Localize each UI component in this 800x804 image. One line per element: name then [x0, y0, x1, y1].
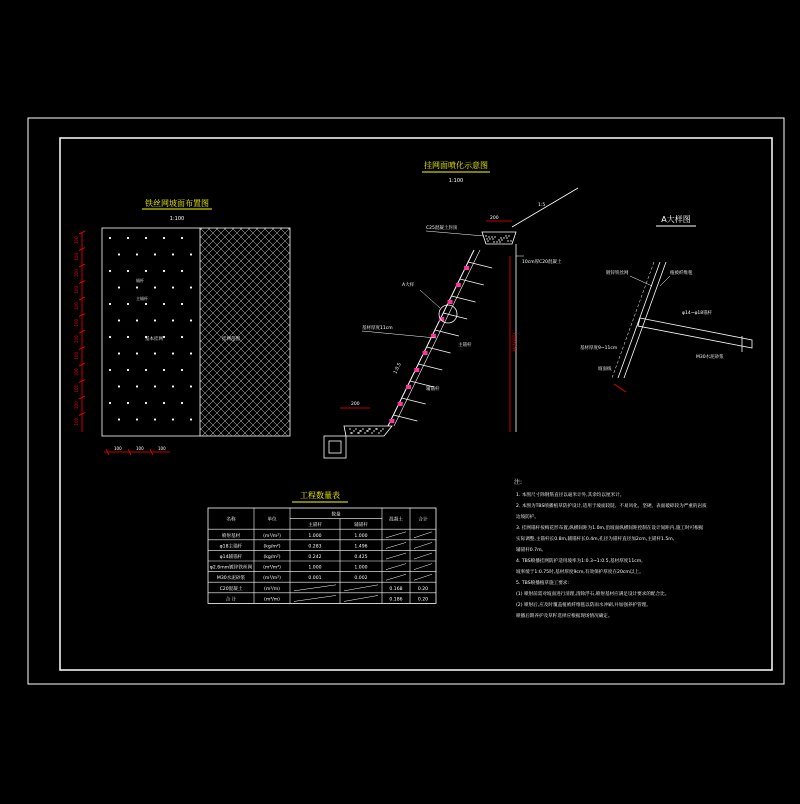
detail-slope-line-2 [624, 262, 666, 378]
anchor-dot [127, 237, 129, 239]
slope-section [324, 160, 578, 458]
anchor-dot [136, 286, 138, 288]
anchor-dot [181, 303, 183, 305]
hatch-line [66, 228, 274, 436]
mesh-plan-border [102, 228, 290, 436]
left-dim-label: 100 [74, 401, 79, 409]
table-cell: 1.000 [308, 533, 322, 539]
hatch-line [274, 228, 482, 436]
hatch-line [290, 228, 498, 436]
table-title: 工程数量表 [300, 491, 340, 500]
fill-dot [349, 428, 350, 429]
hatch-line [264, 228, 472, 436]
table-header: 合计 [418, 517, 428, 523]
rod-head-marker [414, 368, 419, 372]
table-cell-slash [414, 574, 432, 580]
hatch-line [0, 228, 202, 436]
hatch-line [168, 228, 376, 436]
callout-a-leader [420, 290, 440, 308]
note-line: 喷播后期养护及草籽选择应根据现场情况确定。 [516, 614, 613, 619]
note-line: 5. TBS喷播植草施工要求: [516, 581, 569, 586]
fill-dot [501, 239, 502, 240]
anchor-dot [145, 402, 147, 404]
hatch-line [56, 228, 264, 436]
hatch-line [10, 228, 218, 436]
rod-head-marker [464, 266, 469, 270]
rod-head-marker [456, 283, 461, 287]
fill-dot [510, 240, 511, 241]
hatch-line [232, 228, 440, 436]
note-line: 2. 本图为TBS喷播植草防护设计,适用于坡面较陡、不易风化、坚硬、表面破碎较为严重的岩质 [516, 504, 707, 509]
hatch-line [106, 228, 314, 436]
anchor-dot [181, 237, 183, 239]
anchor-dot [163, 369, 165, 371]
anchor-dot [172, 352, 174, 354]
fill-dot [485, 235, 486, 236]
table-cell: 喷射基材 [221, 533, 241, 539]
hatch-line [208, 228, 416, 436]
table-header: 混凝土 [389, 517, 403, 523]
table-cell: (kg/m²) [263, 544, 281, 550]
hatch-line [32, 228, 240, 436]
bottom-width: 200 [351, 402, 360, 407]
hatch-line [170, 228, 378, 436]
table-cell: 0.20 [417, 597, 429, 603]
table-cell: (m³/m²) [263, 533, 281, 539]
hatch-line [218, 228, 426, 436]
top-berm-width: 200 [490, 216, 499, 221]
notes-lines [516, 491, 707, 619]
table-cell-slash [414, 542, 432, 548]
table-cell: 0.001 [308, 576, 322, 582]
section-scale: 1:100 [448, 178, 464, 184]
slope-ratio-label: 1:0.5 [393, 362, 403, 375]
table-cell: φ14辅锚杆 [219, 555, 243, 561]
anchor-dot [154, 352, 156, 354]
top-berm-fill [485, 235, 511, 242]
hatch-line [152, 228, 360, 436]
top-berm-cap [482, 232, 516, 244]
anchor-dot [154, 418, 156, 420]
hatch-line [88, 228, 296, 436]
anchor-dot [172, 286, 174, 288]
anchor-dot [118, 253, 120, 255]
fill-dot [378, 432, 379, 433]
hatch-line [74, 228, 282, 436]
fill-dot [500, 237, 501, 238]
anchor-dot [118, 319, 120, 321]
anchor-dot [145, 270, 147, 272]
anchor-dot [127, 270, 129, 272]
fill-dot [494, 236, 495, 237]
fill-dot [491, 236, 492, 237]
fill-dot [368, 428, 369, 429]
hatch-line [40, 228, 248, 436]
anchor-dot [163, 336, 165, 338]
fill-dot [486, 238, 487, 239]
fill-dot [508, 235, 509, 236]
left-zone-label: 基本挂网 [145, 337, 163, 342]
anchor-dot [163, 270, 165, 272]
table-header: 单位 [267, 517, 277, 523]
fill-dot [366, 430, 367, 431]
section-title: 挂网面喷化示意图 [424, 161, 488, 170]
table-cell-slash [294, 595, 336, 601]
hatch-line [58, 228, 266, 436]
hatch-line [200, 228, 408, 436]
anchor-dot [154, 286, 156, 288]
table-header: 数量 [331, 512, 341, 518]
thickness-label: 基材厚度11cm [362, 326, 393, 331]
hatch-line [112, 228, 320, 436]
drain-ditch-inner [329, 441, 341, 453]
table-cell: 0.425 [354, 555, 368, 561]
hatch-line [210, 228, 418, 436]
detail-mesh-label: 镀锌铁丝网 [606, 271, 629, 276]
anchor-dot [145, 303, 147, 305]
top-layer-label: 10cm厚C20混凝土 [522, 260, 562, 265]
anchor-dot [145, 369, 147, 371]
anchor-label: 锚杆 [136, 278, 144, 283]
fill-dot [498, 239, 499, 240]
detail-rod [638, 318, 752, 348]
hatch-line [90, 228, 298, 436]
hatch-line [120, 228, 328, 436]
table-cell: (m³/m) [264, 597, 280, 603]
hatch-line [280, 228, 488, 436]
hatch-line [0, 228, 200, 436]
anchor-dot [190, 352, 192, 354]
anchor-dot [154, 253, 156, 255]
hatch-line [234, 228, 442, 436]
note-line: 实际调整,主锚杆长0.8m,辅锚杆长0.4m,孔径为锚杆直径加2cm,主锚杆1.5m, [516, 537, 675, 542]
table-cell-slash [386, 574, 406, 580]
anchor-dot [118, 352, 120, 354]
note-line: (1) 喷射前需对坡面进行清理,清除浮石,喷射基材应满足设计要求的配合比。 [516, 592, 670, 597]
anchor-rod-label: 主锚杆 [458, 343, 472, 348]
hatch-line [258, 228, 466, 436]
anchor-dot [109, 237, 111, 239]
fill-dot [487, 240, 488, 241]
rod-head-marker [423, 351, 428, 355]
quantity-table [208, 490, 436, 603]
hatch-line [226, 228, 434, 436]
table-cell: 0.20 [417, 586, 429, 592]
anchor-dot [127, 303, 129, 305]
anchor-dot [145, 237, 147, 239]
anchor-dot [127, 336, 129, 338]
hatch-line [160, 228, 368, 436]
table-cell: 1.000 [308, 565, 322, 571]
hatch-line [272, 228, 480, 436]
table-cell-slash [414, 532, 432, 538]
hatch-line [128, 228, 336, 436]
thickness-leader [362, 331, 436, 338]
fill-dot [357, 432, 358, 433]
hatch-line [24, 228, 232, 436]
hatch-line [162, 228, 370, 436]
left-dim-label: 100 [74, 335, 79, 343]
anchor-dot [109, 303, 111, 305]
fill-dot [496, 241, 497, 242]
anchor-dot [172, 319, 174, 321]
anchor-dot [136, 319, 138, 321]
table-cell-slash [344, 585, 378, 591]
left-dim-label: 100 [74, 236, 79, 244]
anchor-dot [190, 418, 192, 420]
table-cell: 0.002 [354, 576, 368, 582]
hatch-line [0, 228, 208, 436]
fill-dot [492, 238, 493, 239]
note-line: 边坡防护。 [516, 515, 539, 520]
anchor-dot [109, 369, 111, 371]
table-cell: 0.186 [389, 597, 403, 603]
anchor-dot [172, 253, 174, 255]
support-rod-label: 辅锚杆 [426, 387, 440, 392]
anchor-dot [136, 385, 138, 387]
note-line: 1. 本图尺寸除钢筋直径以毫米计外,其余均以厘米计。 [516, 493, 625, 498]
detail-a-title: A大样图 [661, 215, 691, 224]
table-cell: 合 计 [225, 597, 237, 603]
left-dim-label: 100 [74, 351, 79, 360]
note-line: 坡率缓于1:0.75时,基材厚度9cm,有效保护厚度在20cm以上。 [516, 570, 644, 575]
fill-dot [505, 235, 506, 236]
table-subheader: 辅锚杆 [354, 523, 368, 529]
detail-mat-leader [660, 276, 670, 286]
anchor-dot [118, 286, 120, 288]
fill-dot [353, 430, 354, 431]
table-cell: φ2.6mm镀锌铁丝网 [209, 565, 253, 571]
table-cell: 1.496 [354, 544, 368, 550]
detail-slope-label: 坡面线 [598, 367, 612, 372]
height-dim: H(1000) [513, 332, 518, 352]
table-cell: C20混凝土 [219, 586, 243, 592]
hatch-line [18, 228, 226, 436]
table-cell: 1.000 [354, 533, 368, 539]
anchor-dot [109, 336, 111, 338]
fill-dot [506, 237, 507, 238]
fill-dot [362, 428, 363, 429]
left-dim-label: 100 [74, 285, 79, 294]
hatch-line [242, 228, 450, 436]
fill-dot [373, 430, 374, 431]
hatch-line [104, 228, 312, 436]
table-cell: (m²/m²) [263, 565, 281, 571]
fill-dot [499, 241, 500, 242]
anchor-dot [181, 270, 183, 272]
hatch-line [72, 228, 280, 436]
bottom-dim-label: 100 [158, 446, 166, 451]
left-dim-label: 100 [74, 417, 79, 426]
fill-dot [507, 240, 508, 241]
anchor-dot [118, 385, 120, 387]
table-cell-slash [414, 553, 432, 559]
top-slope-ratio: 1:5 [538, 203, 546, 208]
table-cell: φ18主锚杆 [219, 544, 243, 550]
hatch-line [80, 228, 288, 436]
anchor-dot [163, 303, 165, 305]
fill-dot [375, 428, 376, 429]
anchor-dot [136, 352, 138, 354]
table-cell-slash [386, 553, 406, 559]
hatch-line [282, 228, 490, 436]
table-cell: 0.242 [308, 555, 322, 561]
hatch-line [8, 228, 216, 436]
detail-thickness-label: 基材厚度9~11cm [580, 346, 618, 351]
detail-mesh-leader [630, 276, 652, 286]
mesh-plan-title: 铁丝网坡面布置图 [145, 199, 209, 208]
left-dim-label: 100 [74, 318, 79, 327]
detail-grout-label: M30水泥砂浆 [696, 355, 724, 360]
hatch-line [122, 228, 330, 436]
detail-mat-label: 植被纤维毯 [670, 271, 693, 276]
anchor-dot [127, 402, 129, 404]
hatch-line [144, 228, 352, 436]
note-line: 3. 挂网锚杆按梅花形布置,纵横间距为1.0m,沿坡面纵横间距控制在设计间距内,施工时可根据 [516, 526, 704, 531]
hatch-line [256, 228, 464, 436]
hatch-line [192, 228, 400, 436]
bottom-dim-label: 100 [114, 446, 122, 451]
anchor-dot [190, 253, 192, 255]
top-berm-leader [426, 231, 484, 236]
table-cell-slash [386, 564, 406, 570]
hatch-line [240, 228, 448, 436]
table-cell-slash [386, 542, 406, 548]
anchor-dot [190, 319, 192, 321]
anchor-dot [163, 402, 165, 404]
hatch-line [114, 228, 322, 436]
anchor-dot [136, 418, 138, 420]
note-line: 4. TBS喷播挂网防护适用坡率为1:0.3~1:0.5,基材厚度11cm, [516, 559, 643, 564]
hatch-line [184, 228, 392, 436]
bottom-dimensions [106, 446, 166, 455]
detail-dim [614, 384, 626, 392]
table-cells [210, 511, 432, 603]
left-dimensions [74, 231, 85, 426]
left-dim-label: 100 [74, 252, 79, 261]
fill-dot [493, 241, 494, 242]
rod-head-marker [389, 419, 394, 423]
table-cell: 1.000 [354, 565, 368, 571]
fill-dot [503, 237, 504, 238]
fill-dot [355, 428, 356, 429]
anchor-dot [154, 385, 156, 387]
fill-dot [371, 432, 372, 433]
anchor-dot [172, 385, 174, 387]
anchor-dot [109, 402, 111, 404]
rod-head-marker [448, 300, 453, 304]
mesh-plan [0, 198, 498, 455]
hatch-line [82, 228, 290, 436]
left-dim-label: 100 [74, 368, 79, 376]
anchor-dot [127, 369, 129, 371]
anchor-dot [181, 369, 183, 371]
callout-a-label: A大样 [402, 283, 415, 288]
left-dim-label: 100 [74, 269, 79, 277]
hatch-line [64, 228, 272, 436]
hatch-line [130, 228, 338, 436]
hatch-line [146, 228, 354, 436]
hatch-line [136, 228, 344, 436]
notes-block [514, 478, 707, 619]
table-cell-slash [294, 585, 336, 591]
mesh-plan-scale: 1:100 [169, 216, 185, 222]
detail-slope-line-1 [618, 262, 660, 378]
anchor-dot [190, 286, 192, 288]
table-cell: M30水泥砂浆 [216, 576, 246, 582]
anchor-dot [163, 237, 165, 239]
table-header: 名称 [226, 517, 236, 523]
table-cell-slash [414, 564, 432, 570]
table-cell-slash [344, 595, 378, 601]
hatch-line [48, 228, 256, 436]
note-line: 辅锚杆0.7m。 [516, 548, 547, 553]
rod-head-marker [406, 385, 411, 389]
anchor-dot [154, 319, 156, 321]
table-cell: 0.283 [308, 544, 322, 550]
anchor-dot [181, 336, 183, 338]
table-cell: (m³/m²) [263, 576, 281, 582]
fill-dot [350, 432, 351, 433]
hatch-line [216, 228, 424, 436]
notes-heading: 注: [514, 479, 523, 486]
anchor-dot [136, 253, 138, 255]
table-subheader: 主锚杆 [308, 523, 322, 529]
table-cell: 0.168 [389, 586, 403, 592]
drain-ditch-outer [324, 436, 346, 458]
hatch-line [288, 228, 496, 436]
right-zone-label: 挂网范围 [222, 337, 240, 342]
hatch-line [2, 228, 210, 436]
anchor-dot [109, 270, 111, 272]
note-line: (2) 喷射后,应及时覆盖植被纤维毯以防雨水冲刷,并加强养护管理。 [516, 603, 651, 608]
left-dim-label: 100 [74, 302, 79, 310]
fill-dot [380, 430, 381, 431]
anchor-grid [109, 237, 192, 421]
detail-rod-label: φ14~φ18锚杆 [682, 311, 713, 316]
bottom-dim-label: 100 [136, 446, 144, 451]
hatch-line [16, 228, 224, 436]
anchor-dot [190, 385, 192, 387]
fill-dot [359, 430, 360, 431]
detail-slope-line-3 [612, 262, 654, 378]
anchor-dot [118, 418, 120, 420]
left-dim-label: 100 [74, 384, 79, 393]
detail-a [580, 214, 752, 392]
anchor-dot [172, 418, 174, 420]
hatch-line [98, 228, 306, 436]
fill-dot [382, 428, 383, 429]
hatch-line [154, 228, 362, 436]
table-cell: (m³/m) [264, 586, 280, 592]
table-cell-slash [386, 532, 406, 538]
table-cell: (kg/m²) [263, 555, 281, 561]
hatch-line [26, 228, 234, 436]
rod-head-marker [398, 402, 403, 406]
bolt-label: 主锚杆 [136, 296, 148, 301]
fill-dot [364, 432, 365, 433]
anchor-dot [181, 402, 183, 404]
top-berm-note: C25混凝土封顶 [426, 226, 458, 231]
hatch-line [34, 228, 242, 436]
hatch-line [202, 228, 410, 436]
fill-dot [489, 238, 490, 239]
toe-fill [349, 428, 383, 433]
hatch-line [138, 228, 346, 436]
fill-dot [488, 236, 489, 237]
